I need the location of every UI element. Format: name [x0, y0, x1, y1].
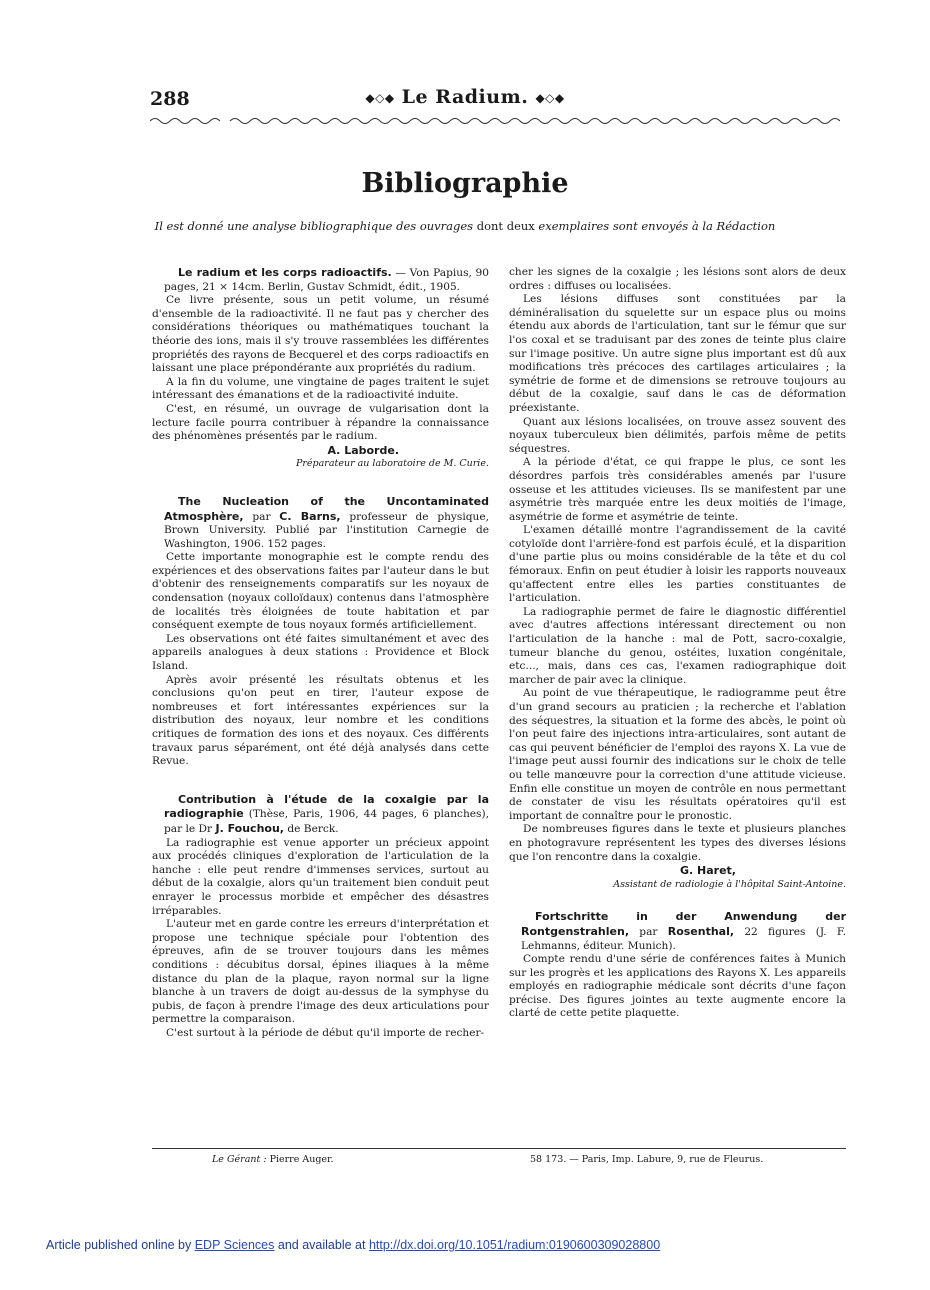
entry-heading: Contribution à l'étude de la coxalgie par la radiographie (Thèse, Paris, 1906, 44 pages, 6 planches), par le Dr J. Fouchou, de Berck.: [164, 792, 489, 835]
paragraph: A la période d'état, ce qui frappe le plus, ce sont les désordres parfois très considérables amenés par l'usure osseuse et les attitudes vicieuses. Ils se manifestent par une asymétrie très marquée entre les deux moitiés de l'image, asymétrie de forme et asymétrie de teinte.: [509, 456, 846, 523]
paragraph: Après avoir présenté les résultats obtenus et les conclusions qu'on peut en tirer, l'auteur expose de nombreuses et fort intéressantes expériences sur la distribution des noyaux, leur nombre et les conditions critiques de formation des ions et des noyaux. Ces différents travaux parus séparément, ont été déjà analysés dans cette Revue.: [152, 673, 489, 768]
paragraph: Quant aux lésions localisées, on trouve assez souvent des noyaux tuberculeux bien délimités, parfois même de petits séquestres.: [509, 415, 846, 455]
publisher-link[interactable]: EDP Sciences: [194, 1238, 275, 1252]
paragraph: L'auteur met en garde contre les erreurs d'interprétation et propose une technique spéciale pour l'obtention des épreuves, afin de se trouver toujours dans les mêmes conditions : décubitus dorsal, épines iliaques à la même distance du plan de la plaque, rayon normal sur la ligne blanche à un travers de doigt au-dessus de la symphyse du pubis, de façon à prendre l'image des deux articulations pour permettre la comparaison.: [152, 918, 489, 1026]
entry-heading: The Nucleation of the Uncontaminated Atmosphère, par C. Barns, professeur de physique, Brown University. Publié par l'institution Carnegie de Washington, 1906. 152 pages.: [164, 494, 489, 550]
paragraph: Compte rendu d'une série de conférences faites à Munich sur les progrès et les applications des Rayons X. Les appareils employés en radiographie médicale sont décrits d'une façon précise. Des figures jointes au texte augmente encore la clarté de cette petite plaquette.: [509, 953, 846, 1020]
left-column: [152, 266, 489, 1040]
paragraph: Les lésions diffuses sont constituées par la déminéralisation du squelette sur un espace plus ou moins étendu aux abords de l'articulation, tant sur le fémur que sur l'os coxal et se traduisant par des zones de teinte plus claire sur l'image positive. Un autre signe plus important est dû aux modifications très précoces des cartilages articulaires ; la symétrie de forme et de dimensions se retrouve toujours au début de la coxalgie, sauf dans le cas de déformation préexistante.: [509, 293, 846, 414]
paragraph: Les observations ont été faites simultanément et avec des appareils analogues à deux stations : Providence et Block Island.: [152, 632, 489, 673]
ornament-right-icon: ◆◇◆: [535, 91, 565, 105]
paragraph: De nombreuses figures dans le texte et plusieurs planches en photogravure représentent les types des diverses lésions que l'on rencontre dans la coxalgie.: [509, 823, 846, 863]
publication-banner: Article published online by EDP Sciences and available at http://dx.doi.org/10.1051/radium:0190600309028800: [46, 1238, 661, 1252]
section-intro: Il est donné une analyse bibliographique des ouvrages dont deux exemplaires sont envoyés à la Rédaction: [154, 219, 776, 233]
paragraph: L'examen détaillé montre l'agrandissement de la cavité cotyloïde dont l'arrière-fond est parfois éculé, et la disparition d'une partie plus ou moins considérable de la tête et du col fémoraux. Enfin on peut étudier à loisir les rapports nouveaux qu'affectent entre elles les parties constituantes de l'articulation.: [509, 524, 846, 605]
section-title: Bibliographie: [361, 168, 569, 199]
right-column: [509, 266, 846, 1021]
reviewer-affiliation: Assistant de radiologie à l'hôpital Saint-Antoine.: [613, 878, 846, 890]
paragraph: Cette importante monographie est le compte rendu des expériences et des observations faites par l'auteur dans le but d'obtenir des renseignements comparatifs sur les noyaux de condensation (noyaux colloïdaux) contenus dans l'atmosphère de localités très éloignées de toute habitation et par conséquent exempte de tous noyaux formés artificiellement.: [152, 551, 489, 632]
page-number: 288: [150, 88, 190, 110]
footer-printer: 58 173. — Paris, Imp. Labure, 9, rue de Fleurus.: [530, 1154, 764, 1165]
running-head: [0, 86, 930, 108]
journal-title: Le Radium.: [401, 86, 529, 108]
reviewer-signature: A. Laborde.: [327, 443, 399, 457]
entry-heading: Le radium et les corps radioactifs. — Von Papius, 90 pages, 21 × 14cm. Berlin, Gustav Schmidt, édit., 1905.: [164, 266, 489, 293]
reviewer-signature: G. Haret,: [680, 864, 736, 878]
footer-rule: [152, 1148, 846, 1149]
paragraph: Ce livre présente, sous un petit volume, un résumé d'ensemble de la radioactivité. Il ne faut pas y chercher des considérations théoriques ou mathématiques touchant la théorie des ions, mais il s'y trouve rassemblées les différentes propriétés des rayons de Becquerel et des corps radioactifs en laissant une place prépondérante aux propriétés du radium.: [152, 294, 489, 375]
doi-link[interactable]: http://dx.doi.org/10.1051/radium:0190600309028800: [368, 1238, 661, 1252]
entry-heading: Fortschritte in der Anwendung der Rontgenstrahlen, par Rosenthal, 22 figures (J. F. Lehmanns, éditeur. Munich).: [521, 910, 846, 952]
reviewer-affiliation: Préparateur au laboratoire de M. Curie.: [296, 458, 489, 470]
paragraph: C'est, en résumé, un ouvrage de vulgarisation dont la lecture facile pourra contribuer à répandre la connaissance des phénomènes présentés par le radium.: [152, 402, 489, 443]
ornament-left-icon: ◆◇◆: [365, 91, 395, 105]
paragraph: A la fin du volume, une vingtaine de pages traitent le sujet intéressant des émanations et de la radioactivité induite.: [152, 375, 489, 402]
paragraph: C'est surtout à la période de début qu'il importe de recher-: [166, 1026, 485, 1039]
paragraph: cher les signes de la coxalgie ; les lésions sont alors de deux ordres : diffuses ou localisées.: [509, 266, 846, 292]
paragraph: La radiographie permet de faire le diagnostic différentiel avec d'autres affections intéressant directement ou non l'articulation de la hanche : mal de Pott, sacro-coxalgie, tumeur blanche du genou, ostéites, luxation congénitale, etc..., mais, dans ces cas, l'examen radiographique doit marcher de pair avec la clinique.: [509, 605, 846, 686]
header-wavy-rule: [150, 116, 840, 126]
paragraph: Au point de vue thérapeutique, le radiogramme peut être d'un grand secours au praticien ; la recherche et l'ablation des séquestres, la situation et la forme des abcès, le point où l'on peut faire des injections intra-articulaires, sont autant de cas qui peuvent bénéficier de l'emploi des rayons X. La vue de l'image peut aussi fournir des indications sur le choix de telle ou telle manœuvre pour la correction d'une attitude vicieuse. Enfin elle constitue un moyen de contrôle en nous permettant de constater de visu les résultats opératoires qu'il est important de connaître pour le pronostic.: [509, 687, 846, 822]
paragraph: La radiographie est venue apporter un précieux appoint aux procédés cliniques d'exploration de l'articulation de la hanche : elle peut rendre d'immenses services, surtout au début de la coxalgie, alors qu'un traitement bien conduit peut enrayer le processus morbide et empêcher des désastres irréparables.: [152, 836, 489, 917]
footer-gerant: Le Gérant : Pierre Auger.: [212, 1154, 334, 1165]
